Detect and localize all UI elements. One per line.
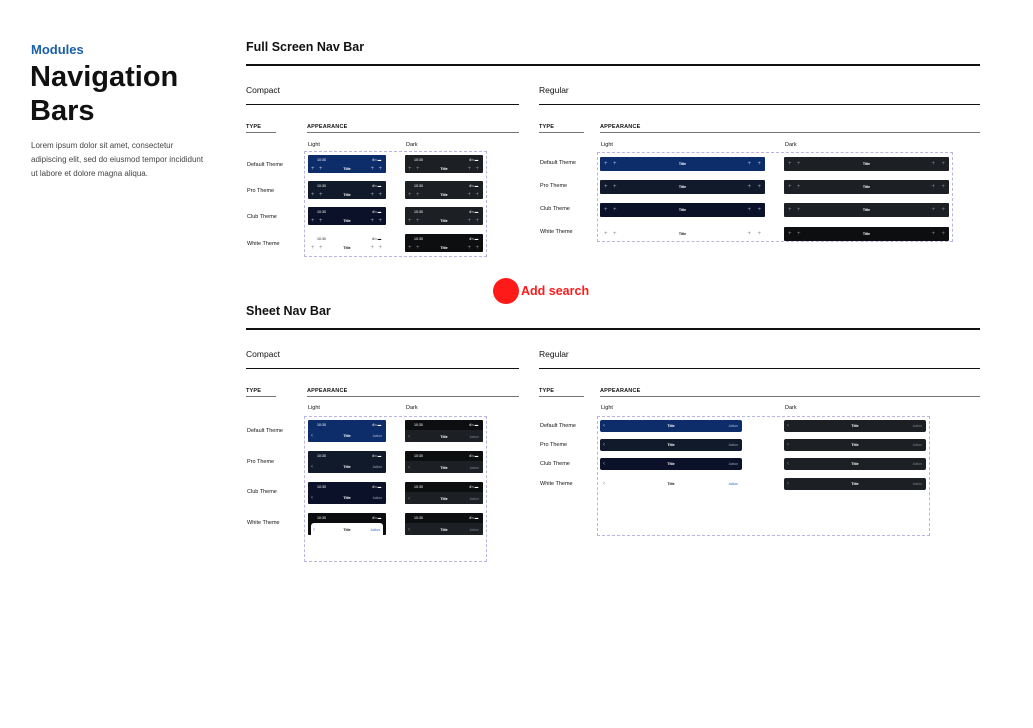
appearance-column-header: APPEARANCE xyxy=(307,388,348,394)
type-column-header: TYPE xyxy=(539,124,555,130)
nav-title: Title xyxy=(678,185,687,189)
appearance-header-rule xyxy=(600,132,980,133)
plus-icon[interactable]: + xyxy=(788,161,792,167)
nav-bar-regular-default-light[interactable] xyxy=(600,157,765,171)
row-label-default-theme: Default Theme xyxy=(247,162,283,168)
plus-icon[interactable]: + xyxy=(475,192,479,198)
full-screen-regular-title: Regular xyxy=(539,85,569,95)
time-label: 10:30 xyxy=(317,485,326,489)
row-label-club-theme: Club Theme xyxy=(247,489,277,495)
plus-icon[interactable]: + xyxy=(757,184,761,190)
appearance-column-header: APPEARANCE xyxy=(307,124,348,130)
plus-icon[interactable]: + xyxy=(416,166,420,172)
intro-text: Lorem ipsum dolor sit amet, consectetur adipiscing elit, sed do eiusmod tempor incididunt ut labore et dolore magna aliqua. xyxy=(31,141,204,178)
action-button[interactable]: Action xyxy=(370,528,380,532)
plus-icon[interactable]: + xyxy=(311,245,315,251)
plus-icon[interactable]: + xyxy=(467,218,471,224)
appearance-header-rule xyxy=(307,132,519,133)
nav-title: Title xyxy=(343,434,351,438)
plus-icon[interactable]: + xyxy=(311,218,315,224)
nav-title: Title xyxy=(678,162,687,166)
plus-icon[interactable]: + xyxy=(613,184,617,190)
back-chevron-icon[interactable]: ‹ xyxy=(408,527,410,533)
time-label: 10:30 xyxy=(317,423,326,427)
nav-title: Title xyxy=(851,482,859,486)
row-label-club-theme: Club Theme xyxy=(540,206,570,212)
plus-icon[interactable]: + xyxy=(467,166,471,172)
time-label: 10:30 xyxy=(317,158,326,162)
status-icons: ıll ≈ ▬ xyxy=(469,237,478,241)
sheet-section-title: Sheet Nav Bar xyxy=(246,304,331,318)
time-label: 10:30 xyxy=(414,516,423,520)
time-label: 10:30 xyxy=(317,516,326,520)
row-label-pro-theme: Pro Theme xyxy=(540,442,568,448)
nav-title: Title xyxy=(667,462,675,466)
sheet-bar-compact-default-dark[interactable] xyxy=(405,420,483,442)
action-button[interactable]: Action xyxy=(912,424,922,428)
action-button[interactable]: Action xyxy=(372,496,382,500)
nav-title: Title xyxy=(667,424,675,428)
nav-bar-regular-default-dark[interactable] xyxy=(784,157,949,171)
time-label: 10:30 xyxy=(414,184,423,188)
nav-title: Title xyxy=(862,208,871,212)
action-button[interactable]: Action xyxy=(912,462,922,466)
status-icons: ıll ≈ ▬ xyxy=(372,485,381,489)
back-chevron-icon[interactable]: ‹ xyxy=(311,433,313,439)
plus-icon[interactable]: + xyxy=(931,184,935,190)
sheet-bar-regular-club-light[interactable] xyxy=(600,458,742,470)
nav-title: Title xyxy=(667,482,675,486)
nav-title: Title xyxy=(678,208,687,212)
plus-icon[interactable]: + xyxy=(408,192,412,198)
nav-bar-regular-club-dark[interactable] xyxy=(784,203,949,217)
status-icons: ıll ≈ ▬ xyxy=(469,210,478,214)
plus-icon[interactable]: + xyxy=(319,192,323,198)
row-label-white-theme: White Theme xyxy=(540,481,573,487)
nav-bar-regular-pro-dark[interactable] xyxy=(784,180,949,194)
add-search-marker[interactable] xyxy=(493,278,519,304)
back-chevron-icon[interactable]: ‹ xyxy=(311,495,313,501)
plus-icon[interactable]: + xyxy=(613,207,617,213)
plus-icon[interactable]: + xyxy=(931,231,935,237)
plus-icon[interactable]: + xyxy=(370,245,374,251)
time-label: 10:30 xyxy=(414,485,423,489)
row-label-white-theme: White Theme xyxy=(540,229,573,235)
sheet-card xyxy=(311,523,383,535)
sheet-card xyxy=(405,461,483,473)
back-chevron-icon[interactable]: ‹ xyxy=(311,464,313,470)
plus-icon[interactable]: + xyxy=(475,166,479,172)
plus-icon[interactable]: + xyxy=(408,218,412,224)
row-label-pro-theme: Pro Theme xyxy=(247,459,275,465)
action-button[interactable]: Action xyxy=(469,435,479,439)
action-button[interactable]: Action xyxy=(372,434,382,438)
back-chevron-icon[interactable]: ‹ xyxy=(787,461,789,467)
plus-icon[interactable]: + xyxy=(747,231,751,237)
plus-icon[interactable]: + xyxy=(319,166,323,172)
sheet-regular-title: Regular xyxy=(539,349,569,359)
sheet-bar-compact-pro-light[interactable] xyxy=(308,451,386,473)
sheet-bar-compact-white-light[interactable] xyxy=(308,513,386,535)
plus-icon[interactable]: + xyxy=(408,245,412,251)
plus-icon[interactable]: + xyxy=(797,161,801,167)
plus-icon[interactable]: + xyxy=(747,184,751,190)
nav-title: Title xyxy=(440,167,448,171)
plus-icon[interactable]: + xyxy=(941,184,945,190)
plus-icon[interactable]: + xyxy=(747,207,751,213)
back-chevron-icon[interactable]: ‹ xyxy=(408,496,410,502)
plus-icon[interactable]: + xyxy=(613,231,617,237)
row-label-white-theme: White Theme xyxy=(247,520,280,526)
full-screen-divider xyxy=(246,64,980,66)
nav-bar-compact-pro-dark[interactable] xyxy=(405,181,483,199)
status-icons: ıll ≈ ▬ xyxy=(469,454,478,458)
nav-title: Title xyxy=(851,424,859,428)
plus-icon[interactable]: + xyxy=(797,231,801,237)
plus-icon[interactable]: + xyxy=(370,192,374,198)
plus-icon[interactable]: + xyxy=(931,161,935,167)
nav-bar-compact-white-light[interactable] xyxy=(308,234,386,252)
sheet-card xyxy=(405,523,483,535)
action-button[interactable]: Action xyxy=(728,424,738,428)
status-icons: ıll ≈ ▬ xyxy=(372,516,381,520)
nav-title: Title xyxy=(440,528,448,532)
module-kicker: Modules xyxy=(31,42,84,57)
nav-title: Title xyxy=(862,232,871,236)
plus-icon[interactable]: + xyxy=(378,166,382,172)
nav-title: Title xyxy=(343,193,351,197)
light-column-label: Light xyxy=(601,142,613,148)
sheet-bar-compact-default-light[interactable] xyxy=(308,420,386,442)
full-screen-regular-divider xyxy=(539,104,980,105)
plus-icon[interactable]: + xyxy=(370,166,374,172)
dark-column-label: Dark xyxy=(785,142,797,148)
back-chevron-icon[interactable]: ‹ xyxy=(408,434,410,440)
back-chevron-icon[interactable]: ‹ xyxy=(603,461,605,467)
nav-title: Title xyxy=(343,246,351,250)
sheet-bar-regular-pro-light[interactable] xyxy=(600,439,742,451)
page-title: Navigation Bars xyxy=(30,61,179,127)
sheet-divider xyxy=(246,328,980,330)
plus-icon[interactable]: + xyxy=(378,218,382,224)
nav-bar-compact-club-light[interactable] xyxy=(308,207,386,225)
plus-icon[interactable]: + xyxy=(788,231,792,237)
row-label-club-theme: Club Theme xyxy=(540,461,570,467)
plus-icon[interactable]: + xyxy=(416,218,420,224)
plus-icon[interactable]: + xyxy=(797,207,801,213)
plus-icon[interactable]: + xyxy=(797,184,801,190)
status-icons: ıll ≈ ▬ xyxy=(372,237,381,241)
back-chevron-icon[interactable]: ‹ xyxy=(408,465,410,471)
light-column-label: Light xyxy=(601,405,613,411)
action-button[interactable]: Action xyxy=(912,443,922,447)
plus-icon[interactable]: + xyxy=(757,161,761,167)
status-icons: ıll ≈ ▬ xyxy=(469,516,478,520)
sheet-bar-regular-default-light[interactable] xyxy=(600,420,742,432)
sheet-bar-compact-club-dark[interactable] xyxy=(405,482,483,504)
status-icons: ıll ≈ ▬ xyxy=(372,210,381,214)
time-label: 10:30 xyxy=(317,210,326,214)
plus-icon[interactable]: + xyxy=(475,245,479,251)
back-chevron-icon[interactable]: ‹ xyxy=(603,442,605,448)
time-label: 10:30 xyxy=(414,210,423,214)
appearance-header-rule xyxy=(307,396,519,397)
nav-title: Title xyxy=(440,497,448,501)
sheet-bar-compact-club-light[interactable] xyxy=(308,482,386,504)
time-label: 10:30 xyxy=(414,158,423,162)
type-header-rule xyxy=(539,396,584,397)
row-label-club-theme: Club Theme xyxy=(247,214,277,220)
sheet-compact-title: Compact xyxy=(246,349,281,359)
sheet-regular-divider xyxy=(539,368,980,369)
plus-icon[interactable]: + xyxy=(604,184,608,190)
nav-title: Title xyxy=(343,219,351,223)
type-header-rule xyxy=(539,132,584,133)
nav-title: Title xyxy=(440,435,448,439)
back-chevron-icon[interactable]: ‹ xyxy=(787,442,789,448)
row-label-default-theme: Default Theme xyxy=(540,160,576,166)
plus-icon[interactable]: + xyxy=(311,166,315,172)
appearance-column-header: APPEARANCE xyxy=(600,124,641,130)
row-label-default-theme: Default Theme xyxy=(247,428,283,434)
sheet-compact-divider xyxy=(246,368,519,369)
dark-column-label: Dark xyxy=(406,405,418,411)
nav-bar-compact-white-dark[interactable] xyxy=(405,234,483,252)
plus-icon[interactable]: + xyxy=(416,245,420,251)
plus-icon[interactable]: + xyxy=(319,245,323,251)
sheet-card xyxy=(405,492,483,504)
time-label: 10:30 xyxy=(414,237,423,241)
nav-title: Title xyxy=(667,443,675,447)
row-label-white-theme: White Theme xyxy=(247,241,280,247)
type-column-header: TYPE xyxy=(246,388,262,394)
time-label: 10:30 xyxy=(317,237,326,241)
sheet-bar-regular-white-dark[interactable] xyxy=(784,478,926,490)
nav-title: Title xyxy=(862,162,871,166)
sheet-bar-compact-white-dark[interactable] xyxy=(405,513,483,535)
plus-icon[interactable]: + xyxy=(604,161,608,167)
type-header-rule xyxy=(246,132,276,133)
sheet-regular-frame xyxy=(597,416,930,536)
back-chevron-icon[interactable]: ‹ xyxy=(313,527,315,533)
plus-icon[interactable]: + xyxy=(941,231,945,237)
plus-icon[interactable]: + xyxy=(931,207,935,213)
status-icons: ıll ≈ ▬ xyxy=(469,485,478,489)
plus-icon[interactable]: + xyxy=(475,218,479,224)
sheet-bar-regular-white-light[interactable] xyxy=(600,478,742,490)
plus-icon[interactable]: + xyxy=(378,192,382,198)
nav-title: Title xyxy=(862,185,871,189)
nav-title: Title xyxy=(851,462,859,466)
nav-bar-compact-pro-light[interactable] xyxy=(308,181,386,199)
nav-bar-regular-pro-light[interactable] xyxy=(600,180,765,194)
time-label: 10:30 xyxy=(414,423,423,427)
action-button[interactable]: Action xyxy=(469,466,479,470)
status-icons: ıll ≈ ▬ xyxy=(372,158,381,162)
action-button[interactable]: Action xyxy=(912,482,922,486)
plus-icon[interactable]: + xyxy=(311,192,315,198)
plus-icon[interactable]: + xyxy=(467,192,471,198)
sheet-bar-regular-club-dark[interactable] xyxy=(784,458,926,470)
nav-title: Title xyxy=(440,193,448,197)
sheet-bar-regular-default-dark[interactable] xyxy=(784,420,926,432)
sheet-bar-compact-pro-dark[interactable] xyxy=(405,451,483,473)
plus-icon[interactable]: + xyxy=(370,218,374,224)
action-button[interactable]: Action xyxy=(728,482,738,486)
action-button[interactable]: Action xyxy=(469,528,479,532)
nav-title: Title xyxy=(440,466,448,470)
nav-title: Title xyxy=(343,167,351,171)
time-label: 10:30 xyxy=(317,454,326,458)
add-search-label[interactable]: Add search xyxy=(521,284,590,298)
nav-bar-compact-club-dark[interactable] xyxy=(405,207,483,225)
nav-bar-compact-default-light[interactable] xyxy=(308,155,386,173)
nav-title: Title xyxy=(343,465,351,469)
nav-bar-compact-default-dark[interactable] xyxy=(405,155,483,173)
dark-column-label: Dark xyxy=(406,142,418,148)
plus-icon[interactable]: + xyxy=(757,231,761,237)
nav-title: Title xyxy=(343,496,351,500)
status-icons: ıll ≈ ▬ xyxy=(469,184,478,188)
time-label: 10:30 xyxy=(414,454,423,458)
plus-icon[interactable]: + xyxy=(604,231,608,237)
action-button[interactable]: Action xyxy=(728,462,738,466)
row-label-pro-theme: Pro Theme xyxy=(247,188,275,194)
nav-title: Title xyxy=(678,232,687,236)
plus-icon[interactable]: + xyxy=(941,161,945,167)
plus-icon[interactable]: + xyxy=(416,192,420,198)
status-icons: ıll ≈ ▬ xyxy=(372,184,381,188)
back-chevron-icon[interactable]: ‹ xyxy=(603,481,605,487)
dark-column-label: Dark xyxy=(785,405,797,411)
sheet-card xyxy=(405,430,483,442)
action-button[interactable]: Action xyxy=(372,465,382,469)
full-screen-section-title: Full Screen Nav Bar xyxy=(246,40,365,54)
plus-icon[interactable]: + xyxy=(613,161,617,167)
light-column-label: Light xyxy=(308,405,320,411)
action-button[interactable]: Action xyxy=(469,497,479,501)
nav-bar-regular-white-dark[interactable] xyxy=(784,227,949,241)
type-column-header: TYPE xyxy=(246,124,262,130)
back-chevron-icon[interactable]: ‹ xyxy=(787,481,789,487)
plus-icon[interactable]: + xyxy=(747,161,751,167)
row-label-default-theme: Default Theme xyxy=(540,423,576,429)
row-label-pro-theme: Pro Theme xyxy=(540,183,568,189)
nav-bar-regular-white-light[interactable] xyxy=(600,227,765,241)
type-column-header: TYPE xyxy=(539,388,555,394)
type-header-rule xyxy=(246,396,276,397)
appearance-header-rule xyxy=(600,396,980,397)
nav-title: Title xyxy=(851,443,859,447)
light-column-label: Light xyxy=(308,142,320,148)
action-button[interactable]: Action xyxy=(728,443,738,447)
back-chevron-icon[interactable]: ‹ xyxy=(603,423,605,429)
plus-icon[interactable]: + xyxy=(378,245,382,251)
full-screen-compact-title: Compact xyxy=(246,85,281,95)
sheet-bar-regular-pro-dark[interactable] xyxy=(784,439,926,451)
plus-icon[interactable]: + xyxy=(788,207,792,213)
plus-icon[interactable]: + xyxy=(604,207,608,213)
time-label: 10:30 xyxy=(317,184,326,188)
status-icons: ıll ≈ ▬ xyxy=(372,423,381,427)
plus-icon[interactable]: + xyxy=(408,166,412,172)
nav-title: Title xyxy=(440,246,448,250)
status-icons: ıll ≈ ▬ xyxy=(372,454,381,458)
plus-icon[interactable]: + xyxy=(757,207,761,213)
plus-icon[interactable]: + xyxy=(319,218,323,224)
full-screen-compact-divider xyxy=(246,104,519,105)
nav-bar-regular-club-light[interactable] xyxy=(600,203,765,217)
nav-title: Title xyxy=(343,528,351,532)
back-chevron-icon[interactable]: ‹ xyxy=(787,423,789,429)
plus-icon[interactable]: + xyxy=(467,245,471,251)
status-icons: ıll ≈ ▬ xyxy=(469,158,478,162)
status-icons: ıll ≈ ▬ xyxy=(469,423,478,427)
appearance-column-header: APPEARANCE xyxy=(600,388,641,394)
plus-icon[interactable]: + xyxy=(788,184,792,190)
plus-icon[interactable]: + xyxy=(941,207,945,213)
nav-title: Title xyxy=(440,219,448,223)
